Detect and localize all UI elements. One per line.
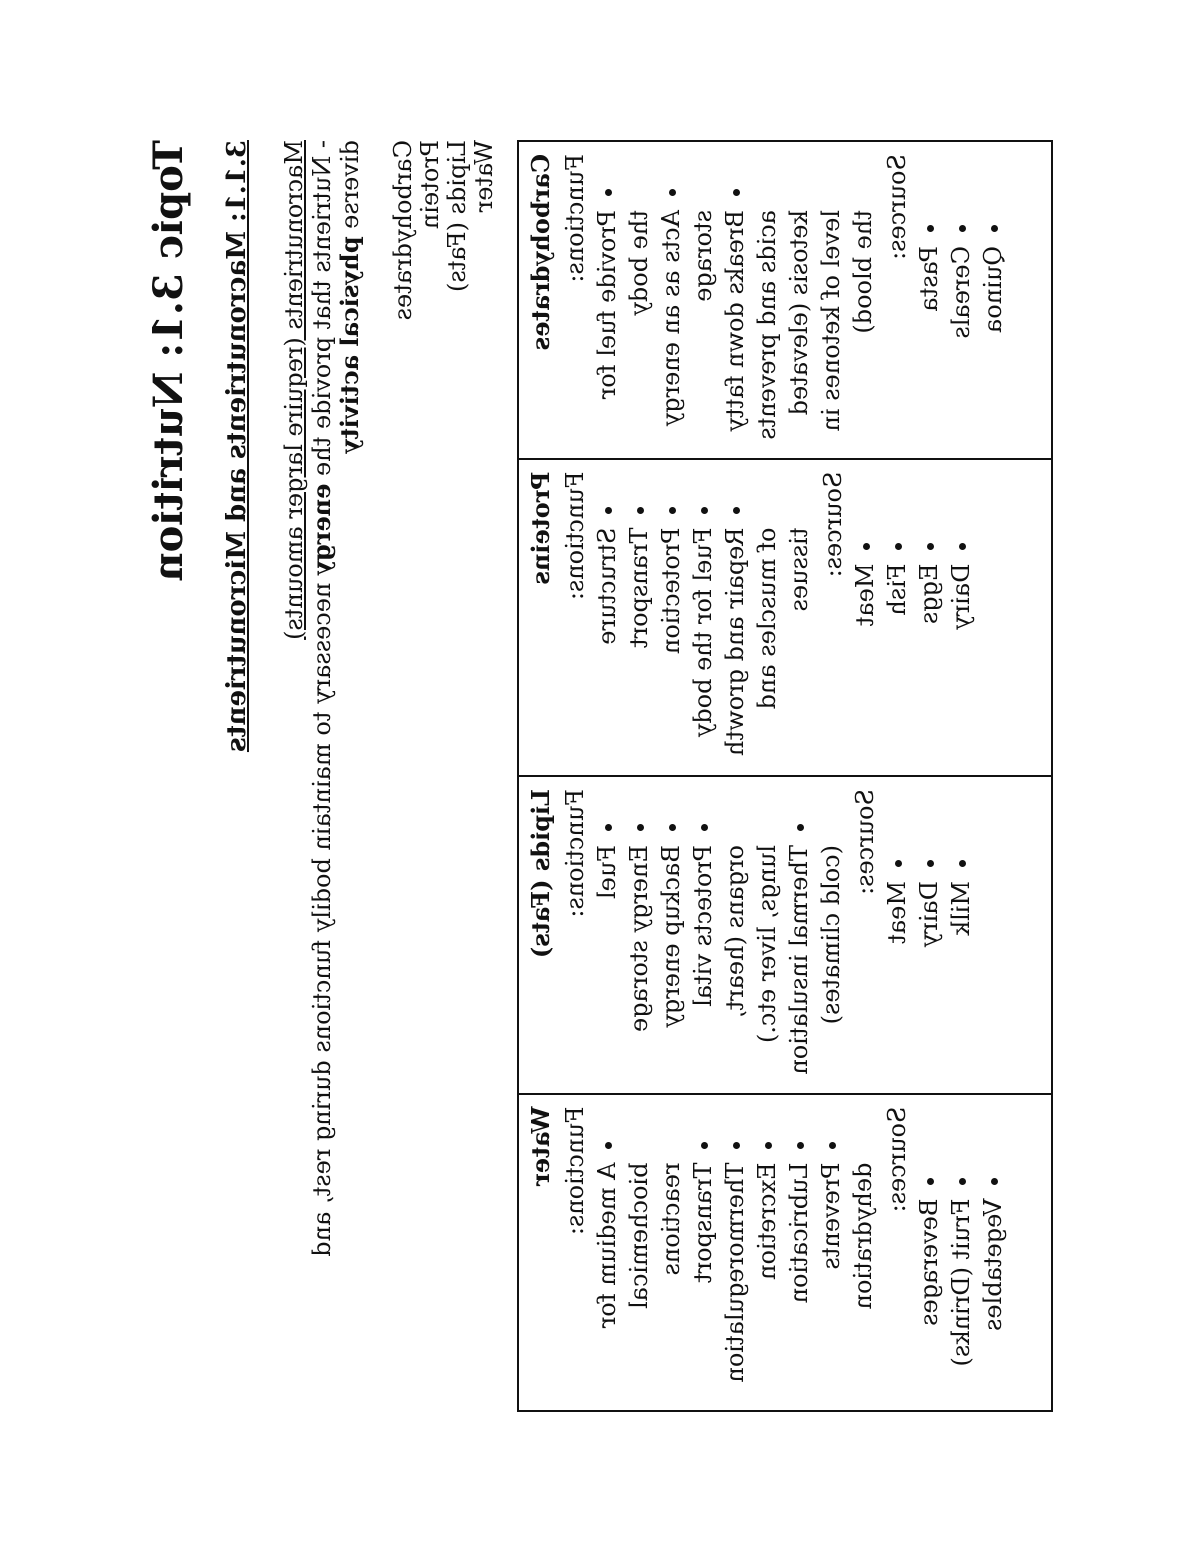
- section-subtitle: 3.1.1: Macronutrients and Micronutrients: [222, 140, 252, 753]
- list-item: • Provide fuel for the body: [591, 210, 655, 446]
- list-item: • Thermoregulation: [719, 1163, 751, 1399]
- sources-label: Sources:: [883, 1106, 911, 1213]
- list-item: • Energy storage: [623, 845, 655, 1081]
- sources-label: Sources:: [851, 789, 879, 895]
- list-item: • Vegetables: [977, 1199, 1009, 1399]
- table-cell-water: [518, 1094, 1052, 1412]
- list-item: • Fuel: [591, 845, 623, 1081]
- list-item: • Prevents dehydration: [815, 1163, 879, 1399]
- list-item: • A medium for biochemical reactions: [591, 1163, 687, 1399]
- list-item: Water: [470, 140, 498, 213]
- list-item: • Meat: [881, 881, 913, 1081]
- functions-list: [591, 154, 879, 446]
- functions-label: Functions:: [561, 789, 589, 918]
- sources-list: [913, 154, 1009, 446]
- list-item: • Excretion: [751, 1163, 783, 1399]
- list-item: Lipids (Fats): [443, 140, 471, 292]
- list-item: • Transport: [687, 1163, 719, 1399]
- sources-label: Sources:: [883, 154, 911, 260]
- list-item: • Structure: [591, 528, 623, 764]
- intro-paragraph: [280, 140, 364, 1257]
- list-item: • Meat: [849, 564, 881, 764]
- list-item: • Pasta: [913, 246, 945, 446]
- table-cell-proteins: [518, 459, 1052, 777]
- table-cell-carbohydrates: [518, 141, 1052, 459]
- column-heading: Proteins: [526, 471, 555, 585]
- functions-list: [591, 472, 815, 764]
- list-item: • Breaks down fatty acids and prevents ketosis (elevated level of ketones in the blood): [719, 210, 879, 446]
- list-item: • Dairy: [913, 881, 945, 1081]
- list-item: • Milk: [945, 881, 977, 1081]
- page-title: Topic 3.1: Nutrition: [145, 140, 192, 582]
- list-item: • Beverages: [913, 1199, 945, 1399]
- macronutrient-list: [390, 140, 498, 320]
- list-item: • Repair and growth of muscles and tissues: [719, 528, 815, 764]
- functions-list: [591, 1107, 879, 1399]
- sources-list: [881, 789, 977, 1081]
- column-heading: Lipids (Fats): [526, 789, 555, 959]
- list-item: • Acts as an energy storage: [655, 210, 719, 446]
- list-item: • Thermal insulation (cold climates): [783, 845, 847, 1081]
- functions-list: [591, 789, 847, 1081]
- list-item: • Protection: [655, 528, 687, 764]
- intro-text: necessary to maintain bodily functions during rest, and: [308, 574, 336, 1257]
- intro-text: - Nutrients that provide the: [308, 140, 336, 484]
- list-item: • Fruit (Drinks): [945, 1199, 977, 1399]
- list-item: • Backup energy: [655, 845, 687, 1081]
- macronutrient-table: [517, 140, 1053, 1412]
- intro-line-2: [307, 140, 336, 1257]
- column-heading: Carbohydrates: [526, 154, 555, 351]
- sources-list: [849, 472, 977, 764]
- list-item: • Fish: [881, 564, 913, 764]
- list-item: • Dairy: [945, 564, 977, 764]
- intro-line-3: [336, 140, 364, 1040]
- intro-text: diverse: [336, 140, 364, 237]
- functions-label: Functions:: [561, 1106, 589, 1236]
- table-row: [518, 141, 1052, 1411]
- list-item: • Transport: [623, 528, 655, 764]
- list-item: • Eggs: [913, 564, 945, 764]
- sources-list: [913, 1107, 1009, 1399]
- list-item: • Quinoa: [977, 246, 1009, 446]
- intro-line-1: Macronutrients (require larger amounts): [280, 140, 308, 640]
- list-item: • Fuel for the body: [687, 528, 719, 764]
- list-item: • Cereals: [945, 246, 977, 446]
- list-item: Protein: [416, 140, 444, 230]
- functions-label: Functions:: [561, 471, 589, 601]
- list-item: • Lubrication: [783, 1163, 815, 1399]
- list-item: Carbohydrates: [389, 140, 417, 321]
- functions-label: Functions:: [561, 154, 589, 283]
- sources-label: Sources:: [819, 471, 847, 578]
- table-cell-lipids: [518, 776, 1052, 1094]
- intro-emphasis: energy: [307, 483, 336, 575]
- intro-emphasis: physical activity: [335, 236, 364, 454]
- list-item: • Protects vital organs (heart, lungs, liver etc.): [687, 845, 783, 1081]
- column-heading: Water: [526, 1106, 555, 1186]
